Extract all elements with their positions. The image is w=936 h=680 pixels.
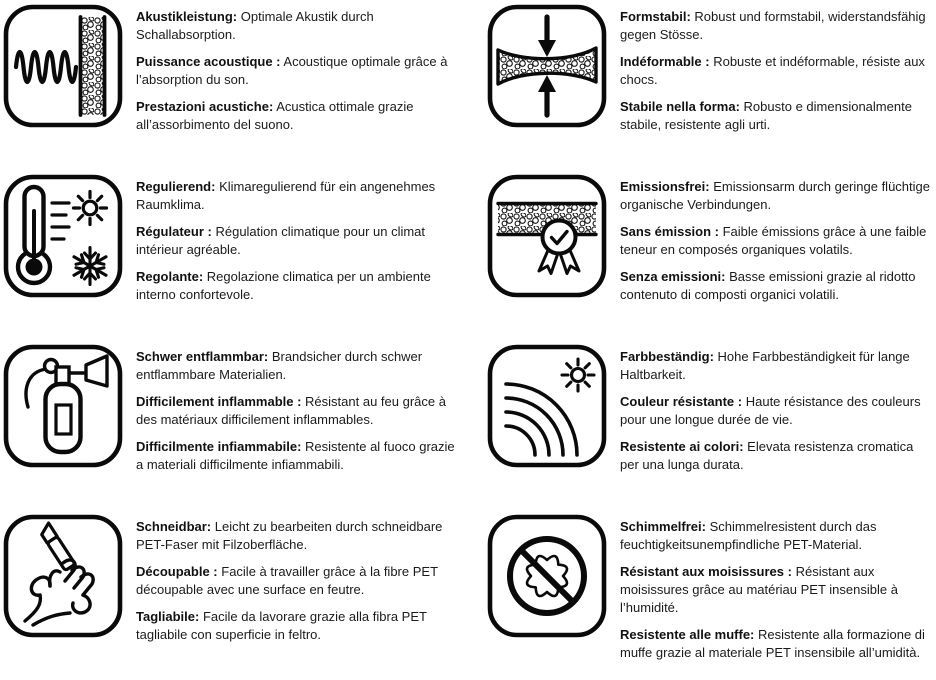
feature-label: Formstabil: — [620, 9, 691, 24]
feature-paragraph-fr — [136, 393, 464, 429]
feature-desc: Elevata resistenza cromatica per una lunga durata. — [620, 439, 914, 472]
feature-desc: Haute résistance des couleurs pour une longue durée de vie. — [620, 394, 921, 427]
feature-label: Découpable : — [136, 564, 218, 579]
feature-paragraph-fr — [620, 563, 932, 617]
feature-desc: Robusto e dimensionalmente stabile, resistente agli urti. — [620, 99, 912, 132]
feature-desc: Hohe Farbbeständigkeit für lange Haltbarkeit. — [620, 349, 910, 382]
feature-paragraph-de — [620, 348, 932, 384]
feature-desc: Leicht zu bearbeiten durch schneidbare PET-Faser mit Filzoberfläche. — [136, 519, 443, 552]
feature-label: Sans émission : — [620, 224, 719, 239]
rainbow-sun-icon — [487, 344, 607, 468]
feature-label: Resistente alle muffe: — [620, 627, 755, 642]
compression-arrows-icon — [487, 4, 607, 128]
feature-desc: Faible émissions grâce à une faible teneur en composés organiques volatils. — [620, 224, 927, 257]
feature-label: Senza emissioni: — [620, 269, 726, 284]
feature-label: Akustikleistung: — [136, 9, 238, 24]
feature-label: Regulierend: — [136, 179, 216, 194]
fire-extinguisher-icon — [3, 344, 123, 468]
feature-label: Couleur résistante : — [620, 394, 743, 409]
feature-paragraph-de — [136, 178, 464, 214]
feature-label: Stabile nella forma: — [620, 99, 740, 114]
feature-panel-acoustic — [0, 0, 468, 170]
feature-label: Tagliabile: — [136, 609, 200, 624]
feature-desc: Résistant aux moisissures grâce au matériau PET insensible à l’humidité. — [620, 564, 898, 615]
feature-desc: Schimmelresistent durch das feuchtigkeitsunempfindliche PET-Material. — [620, 519, 877, 552]
thermometer-sun-snowflake-icon — [3, 174, 123, 298]
feature-paragraph-de — [136, 518, 464, 554]
feature-panel-color — [468, 340, 936, 510]
feature-label: Emissionsfrei: — [620, 179, 710, 194]
feature-paragraph-it — [136, 268, 464, 304]
feature-label: Regolante: — [136, 269, 204, 284]
feature-panel-emission — [468, 170, 936, 340]
feature-desc: Facile da lavorare grazie alla fibra PET tagliabile con superficie in feltro. — [136, 609, 427, 642]
feature-desc: Brandsicher durch schwer entflammbare Materialien. — [136, 349, 423, 382]
feature-panel-mold — [468, 510, 936, 680]
feature-paragraph-de — [136, 348, 464, 384]
feature-paragraph-de — [136, 8, 464, 44]
feature-label: Prestazioni acustiche: — [136, 99, 274, 114]
feature-desc: Régulation climatique pour un climat intérieur agréable. — [136, 224, 426, 257]
no-mold-icon — [487, 514, 607, 638]
feature-label: Difficilmente infiammabile: — [136, 439, 302, 454]
feature-paragraph-fr — [136, 563, 464, 599]
feature-paragraph-it — [136, 98, 464, 134]
feature-texts — [136, 4, 468, 143]
feature-label: Puissance acoustique : — [136, 54, 281, 69]
feature-texts — [620, 4, 936, 143]
feature-paragraph-de — [620, 178, 932, 214]
feature-desc: Resistente alla formazione di muffe grazie al materiale PET insensibile all’umidità. — [620, 627, 925, 660]
hand-cutter-icon — [3, 514, 123, 638]
feature-paragraph-it — [620, 268, 932, 304]
feature-desc: Acustica ottimale grazie all’assorbimento del suono. — [136, 99, 414, 132]
feature-label: Farbbeständig: — [620, 349, 714, 364]
feature-label: Resistente ai colori: — [620, 439, 744, 454]
certified-panel-icon — [487, 174, 607, 298]
feature-label: Régulateur : — [136, 224, 212, 239]
feature-label: Difficilement inflammable : — [136, 394, 302, 409]
feature-texts — [620, 514, 936, 671]
feature-paragraph-it — [620, 98, 932, 134]
feature-panel-cuttable — [0, 510, 468, 680]
feature-desc: Robuste et indéformable, résiste aux chocs. — [620, 54, 925, 87]
feature-panel-flame — [0, 340, 468, 510]
feature-label: Schwer entflammbar: — [136, 349, 269, 364]
feature-paragraph-it — [620, 438, 932, 474]
feature-label: Résistant aux moisissures : — [620, 564, 792, 579]
feature-paragraph-fr — [620, 53, 932, 89]
feature-desc: Robust und formstabil, widerstandsfähig gegen Stösse. — [620, 9, 926, 42]
feature-paragraph-fr — [620, 223, 932, 259]
feature-paragraph-de — [620, 8, 932, 44]
feature-desc: Klimaregulierend für ein angenehmes Raumklima. — [136, 179, 436, 212]
feature-paragraph-it — [136, 438, 464, 474]
feature-desc: Résistant au feu grâce à des matériaux difficilement inflammables. — [136, 394, 446, 427]
feature-desc: Regolazione climatica per un ambiente interno confortevole. — [136, 269, 431, 302]
feature-texts — [136, 174, 468, 313]
feature-desc: Resistente al fuoco grazie a materiali difficilmente infiammabili. — [136, 439, 455, 472]
feature-desc: Optimale Akustik durch Schallabsorption. — [136, 9, 374, 42]
feature-paragraph-fr — [136, 223, 464, 259]
sound-absorption-icon — [3, 4, 123, 128]
feature-paragraph-it — [620, 626, 932, 662]
feature-texts — [136, 514, 468, 653]
feature-desc: Basse emissioni grazie al ridotto contenuto di composti organici volatili. — [620, 269, 916, 302]
feature-texts — [136, 344, 468, 483]
feature-paragraph-it — [136, 608, 464, 644]
feature-texts — [620, 174, 936, 313]
feature-panel-climate — [0, 170, 468, 340]
feature-label: Schneidbar: — [136, 519, 212, 534]
feature-desc: Facile à travailler grâce à la fibre PET découpable avec une surface en feutre. — [136, 564, 438, 597]
feature-desc: Acoustique optimale grâce à l’absorption du son. — [136, 54, 448, 87]
feature-label: Indéformable : — [620, 54, 710, 69]
feature-texts — [620, 344, 936, 483]
feature-label: Schimmelfrei: — [620, 519, 706, 534]
feature-desc: Emissionsarm durch geringe flüchtige organische Verbindungen. — [620, 179, 930, 212]
feature-paragraph-fr — [620, 393, 932, 429]
feature-panel-shape-stability — [468, 0, 936, 170]
feature-paragraph-fr — [136, 53, 464, 89]
feature-paragraph-de — [620, 518, 932, 554]
